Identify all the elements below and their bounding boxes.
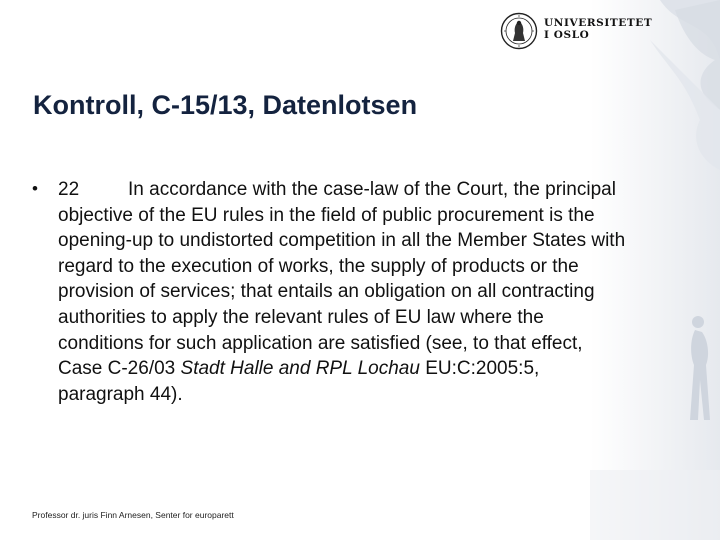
body-paragraph: [58, 177, 628, 407]
bullet-point: •: [32, 179, 38, 198]
logo-line-1: UNIVERSITETET: [544, 17, 653, 29]
logo-text: [544, 17, 652, 41]
university-logo: [500, 12, 653, 52]
paragraph-number: 22: [58, 179, 80, 200]
university-seal-icon: [500, 12, 538, 50]
paragraph-citation: EU:C:2005:5, paragraph 44).: [58, 358, 540, 405]
logo-line-2: I OSLO: [544, 29, 590, 41]
slide-title: Kontroll, C-15/13, Datenlotsen: [33, 90, 418, 120]
case-name: Stadt Halle and RPL Lochau: [180, 358, 420, 380]
paragraph-text: In accordance with the case-law of the Court, the principal objective of the EU rules in the field of public procurement is the opening-up to undistorted competition in all the Member States with regard to the execution of works, the supply of products or the provision of services; that entails an obligation on all contracting authorities to apply the relevant rules of EU law where the conditions for such application are satisfied (see, to that effect, Case C‑26/03: [58, 179, 626, 380]
footer-credit: Professor dr. juris Finn Arnesen, Senter for europarett: [32, 510, 234, 520]
